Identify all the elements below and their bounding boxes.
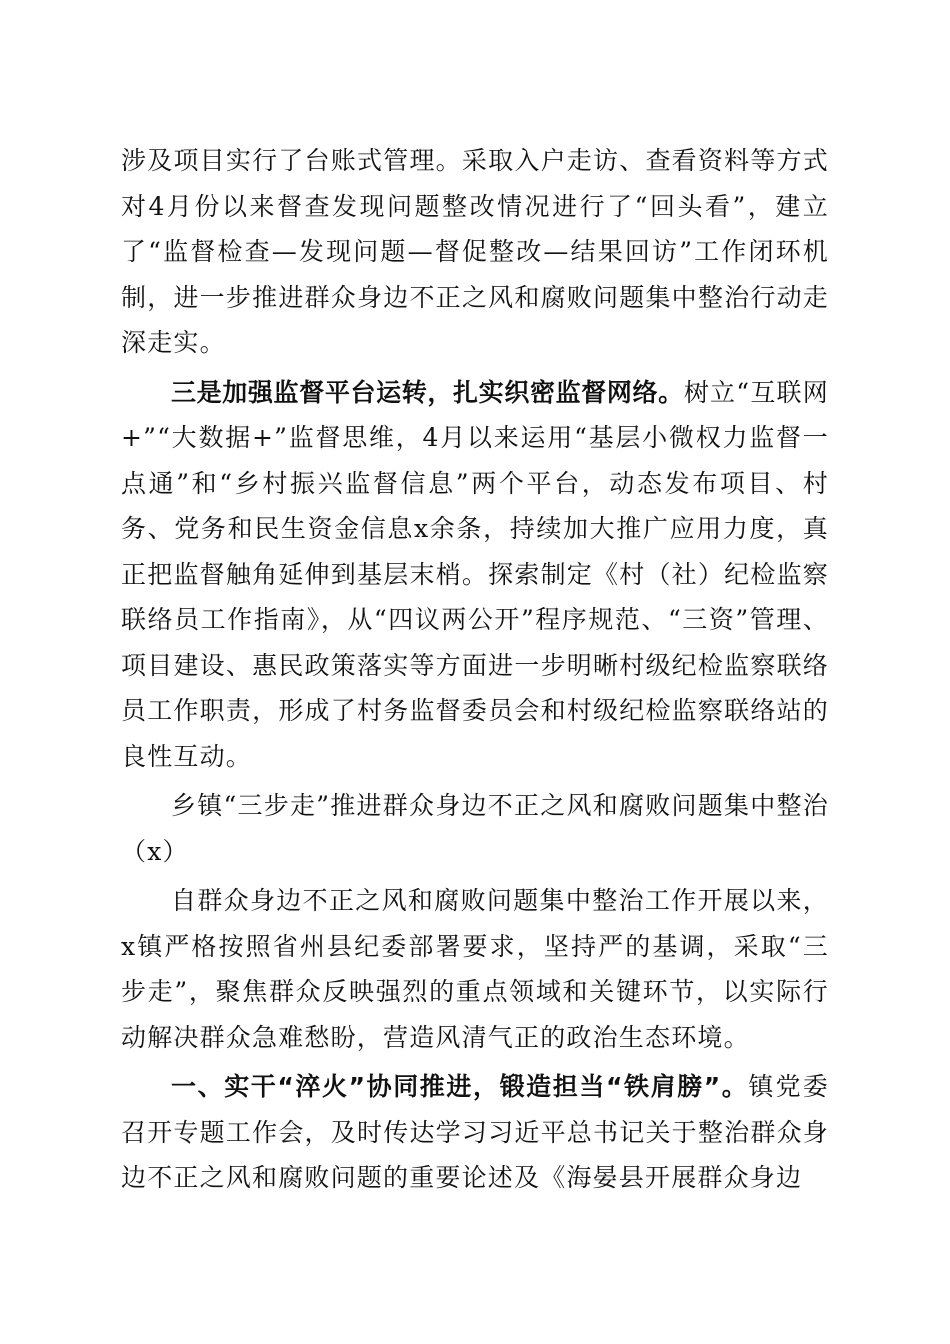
paragraph-continuation: [121, 138, 829, 366]
document-body: [121, 138, 829, 1201]
paragraph-platform-operation: [121, 370, 829, 780]
paragraph-intro: [121, 878, 829, 1060]
paragraph-lead: 一、实干“淬火”协同推进，锻造担当“铁肩膀”。: [171, 1072, 749, 1101]
paragraph-text: 树立“互联网+”“大数据+”监督思维，4月以来运用“基层小微权力监督一点通”和“乡村振兴监督信息”两个平台，动态发布项目、村务、党务和民生资金信息x余条，持续加大推广应用力度，真正把监督触角延伸到基层末梢。探索制定《村（社）纪检监察联络员工作指南》，从“四议两公开”程序规范、“三资”管理、项目建设、惠民政策落实等方面进一步明晰村级纪检监察联络员工作职责，形成了村务监督委员会和村级纪检监察联络站的良性互动。: [121, 377, 829, 771]
paragraph-section-one: [121, 1064, 829, 1201]
paragraph-text: 涉及项目实行了台账式管理。采取入户走访、查看资料等方式对4月份以来督查发现问题整改情况进行了“回头看”，建立了“监督检查—发现问题—督促整改—结果回访”工作闭环机制，进一步推进群众身边不正之风和腐败问题集中整治行动走深走实。: [121, 146, 829, 357]
paragraph-text: 镇党委召开专题工作会，及时传达学习习近平总书记关于整治群众身边不正之风和腐败问题的重要论述及《海晏县开展群众身边: [121, 1072, 829, 1192]
paragraph-text: 自群众身边不正之风和腐败问题集中整治工作开展以来，x镇严格按照省州县纪委部署要求，坚持严的基调，采取“三步走”，聚焦群众反映强烈的重点领域和关键环节，以实际行动解决群众急难愁盼，营造风清气正的政治生态环境。: [121, 886, 829, 1052]
paragraph-text: 乡镇“三步走”推进群众身边不正之风和腐败问题集中整治（x）: [121, 791, 829, 866]
article-title: [121, 783, 829, 874]
paragraph-lead: 三是加强监督平台运转，扎实织密监督网络。: [171, 377, 684, 407]
